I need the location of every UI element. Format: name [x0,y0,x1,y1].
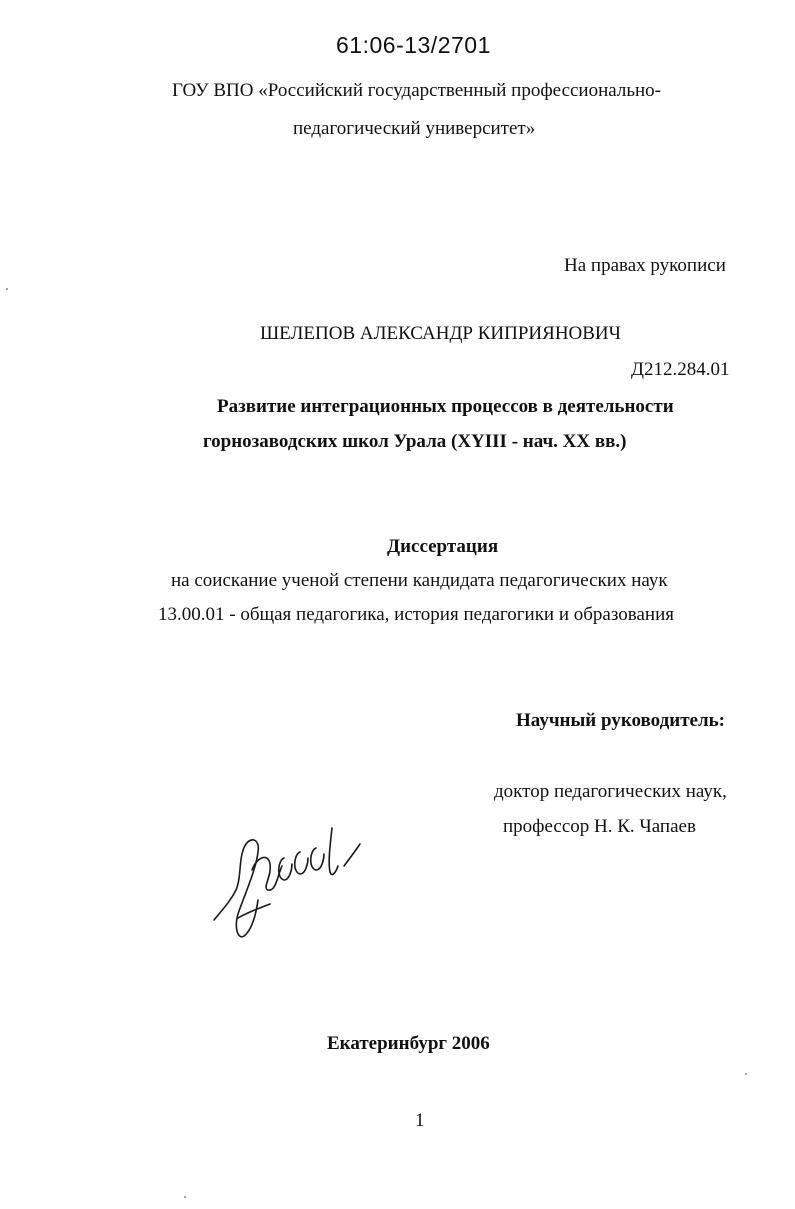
author-name: ШЕЛЕПОВ АЛЕКСАНДР КИПРИЯНОВИЧ [260,323,621,344]
archive-code: 61:06-13/2701 [336,32,491,58]
dissertation-title-line-2: горнозаводских школ Урала (XYIII - нач. XX вв.) [203,431,627,452]
dissertation-title-line-1: Развитие интеграционных процессов в деятельности [217,396,674,417]
supervisor-name: профессор Н. К. Чапаев [503,816,696,837]
signature-icon [208,818,378,948]
supervisor-heading: Научный руководитель: [516,710,725,731]
institution-line-2: педагогический университет» [293,118,536,139]
scan-speck [6,288,8,290]
manuscript-note: На правах рукописи [564,255,726,276]
work-type: Диссертация [387,536,499,557]
city-year: Екатеринбург 2006 [327,1033,490,1054]
page-number: 1 [415,1110,425,1131]
scan-speck [745,1073,747,1075]
degree-line: на соискание ученой степени кандидата педагогических наук [171,570,668,591]
institution-line-1: ГОУ ВПО «Российский государственный профессионально- [172,80,662,101]
scan-speck [184,1196,186,1198]
supervisor-degree: доктор педагогических наук, [494,781,727,802]
specialty-line: 13.00.01 - общая педагогика, история педагогики и образования [158,604,674,625]
council-code: Д212.284.01 [631,359,730,380]
